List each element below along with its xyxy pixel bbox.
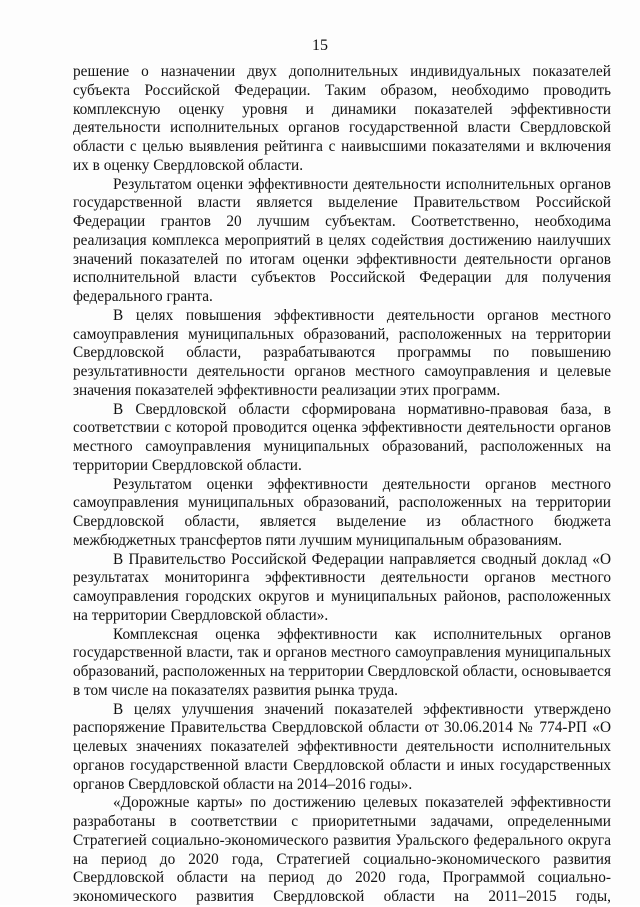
document-body	[73, 63, 611, 907]
paragraph-6: В Правительство Российской Федерации направляется сводный доклад «О результатах мониторинга эффективности деятельности органов местного самоуправления городских округов и муниципальных районов, расположенных на территории Свердловской области».	[73, 550, 611, 624]
page-number: 15	[312, 37, 328, 54]
paragraph-9: «Дорожные карты» по достижению целевых показателей эффективности разработаны в соответствии с приоритетными задачами, определенными Стратегией социально-экономического развития Уральского федерального округа на период до 2020 года, Стратегией социально-экономического развития Свердловской области на период до 2020 года, Программой социально-экономического развития Свердловской области на 2011–2015 годы,	[73, 794, 611, 905]
paragraph-5: Результатом оценки эффективности деятельности органов местного самоуправления муниципальных образований, расположенных на территории Свердловской области, является выделение из областного бюджета межбюджетных трансфертов пяти лучшим муниципальным образованиям.	[73, 475, 611, 549]
paragraph-4: В Свердловской области сформирована нормативно-правовая база, в соответствии с которой проводится оценка эффективности деятельности органов местного самоуправления муниципальных образований, расположенных на территории Свердловской области.	[73, 400, 611, 474]
paragraph-1: решение о назначении двух дополнительных индивидуальных показателей субъекта Российской Федерации. Таким образом, необходимо проводить комплексную оценку уровня и динамики показателей эффективности деятельности исполнительных органов государственной власти Свердловской области с целью выявления рейтинга с наивысшими показателями и включения их в оценку Свердловской области.	[73, 63, 611, 174]
paragraph-8: В целях улучшения значений показателей эффективности утверждено распоряжение Правительства Свердловской области от 30.06.2014 № 774-РП «О целевых значениях показателей эффективности деятельности исполнительных органов государственной власти Свердловской области и иных государственных органов Свердловской области на 2014–2016 годы».	[73, 700, 611, 793]
paragraph-2: Результатом оценки эффективности деятельности исполнительных органов государственной власти является выделение Правительством Российской Федерации грантов 20 лучшим субъектам. Соответственно, необходима реализация комплекса мероприятий в целях содействия достижению наилучших значений показателей по итогам оценки эффективности деятельности органов исполнительной власти субъектов Российской Федерации для получения федерального гранта.	[73, 175, 611, 305]
paragraph-7: Комплексная оценка эффективности как исполнительных органов государственной власти, так и органов местного самоуправления муниципальных образований, расположенных на территории Свердловской области, основывается в том числе на показателях развития рынка труда.	[73, 625, 611, 699]
paragraph-3: В целях повышения эффективности деятельности органов местного самоуправления муниципальных образований, расположенных на территории Свердловской области, разрабатываются программы по повышению результативности деятельности органов местного самоуправления и целевые значения показателей эффективности реализации этих программ.	[73, 306, 611, 399]
